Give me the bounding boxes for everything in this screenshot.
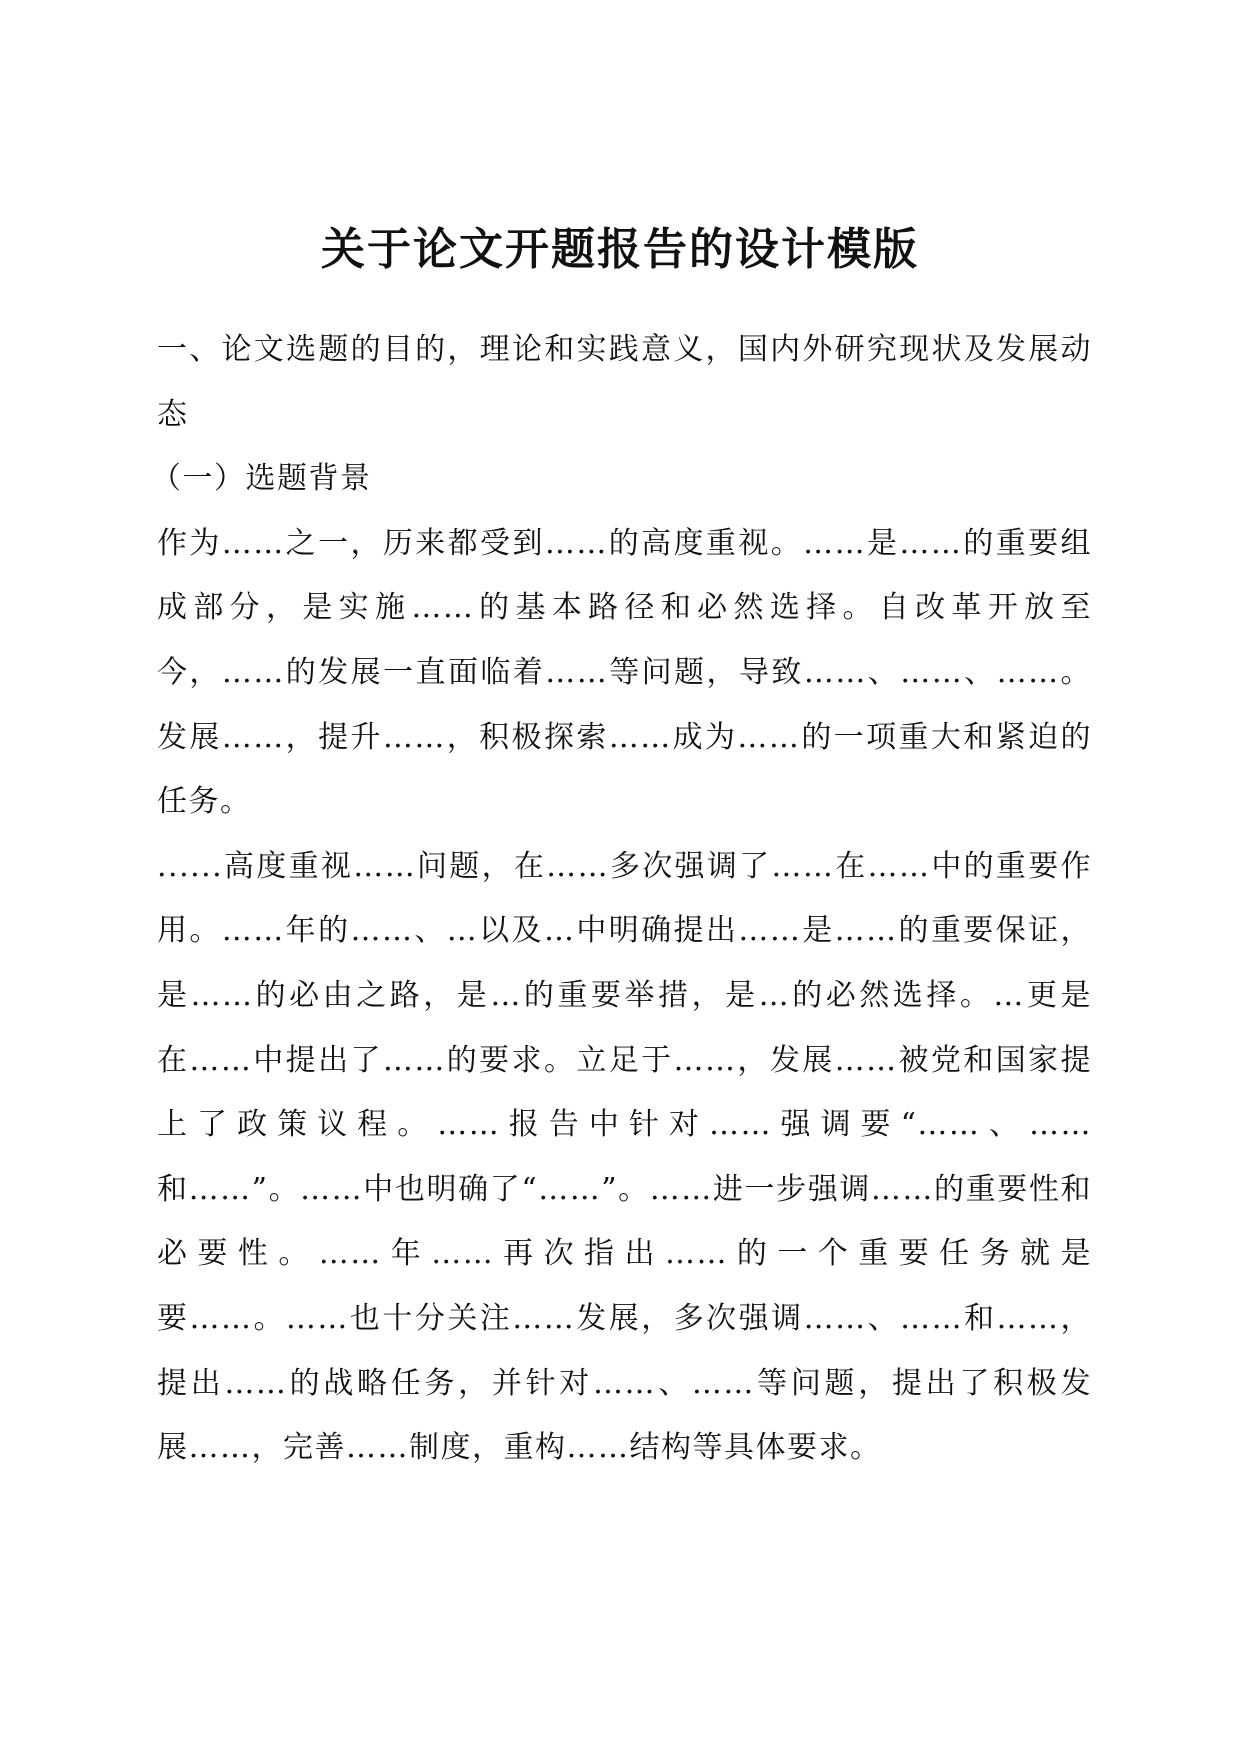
paragraph-2: ......高度重视……问题，在……多次强调了……在……中的重要作用。……年的……、…以及…中明确提出……是……的重要保证，是……的必由之路，是…的重要举措，是…的必然选择。…更是在……中提出了……的要求。立足于……，发展……被党和国家提上了政策议程。……报告中针对……强调要“……、……和……”。……中也明确了“……”。……进一步强调……的重要性和必要性。……年……再次指出……的一个重要任务就是要……。……也十分关注……发展，多次强调……、……和……，提出……的战略任务，并针对……、……等问题，提出了积极发展……，完善……制度，重构……结构等具体要求。 bbox=[157, 848, 1092, 1466]
section-heading: 一、论文选题的目的，理论和实践意义，国内外研究现状及发展动态 bbox=[157, 332, 1092, 432]
paragraph-1: 作为……之一，历来都受到……的高度重视。……是……的重要组成部分，是实施……的基本路径和必然选择。自改革开放至今，……的发展一直面临着……等问题，导致……、……、……。发展……，提升……，积极探索……成为……的一项重大和紧迫的任务。 bbox=[157, 525, 1092, 820]
document-body bbox=[151, 318, 1092, 1481]
document-title: 关于论文开题报告的设计模版 bbox=[321, 224, 919, 275]
subsection-heading: （一）选题背景 bbox=[151, 461, 372, 497]
